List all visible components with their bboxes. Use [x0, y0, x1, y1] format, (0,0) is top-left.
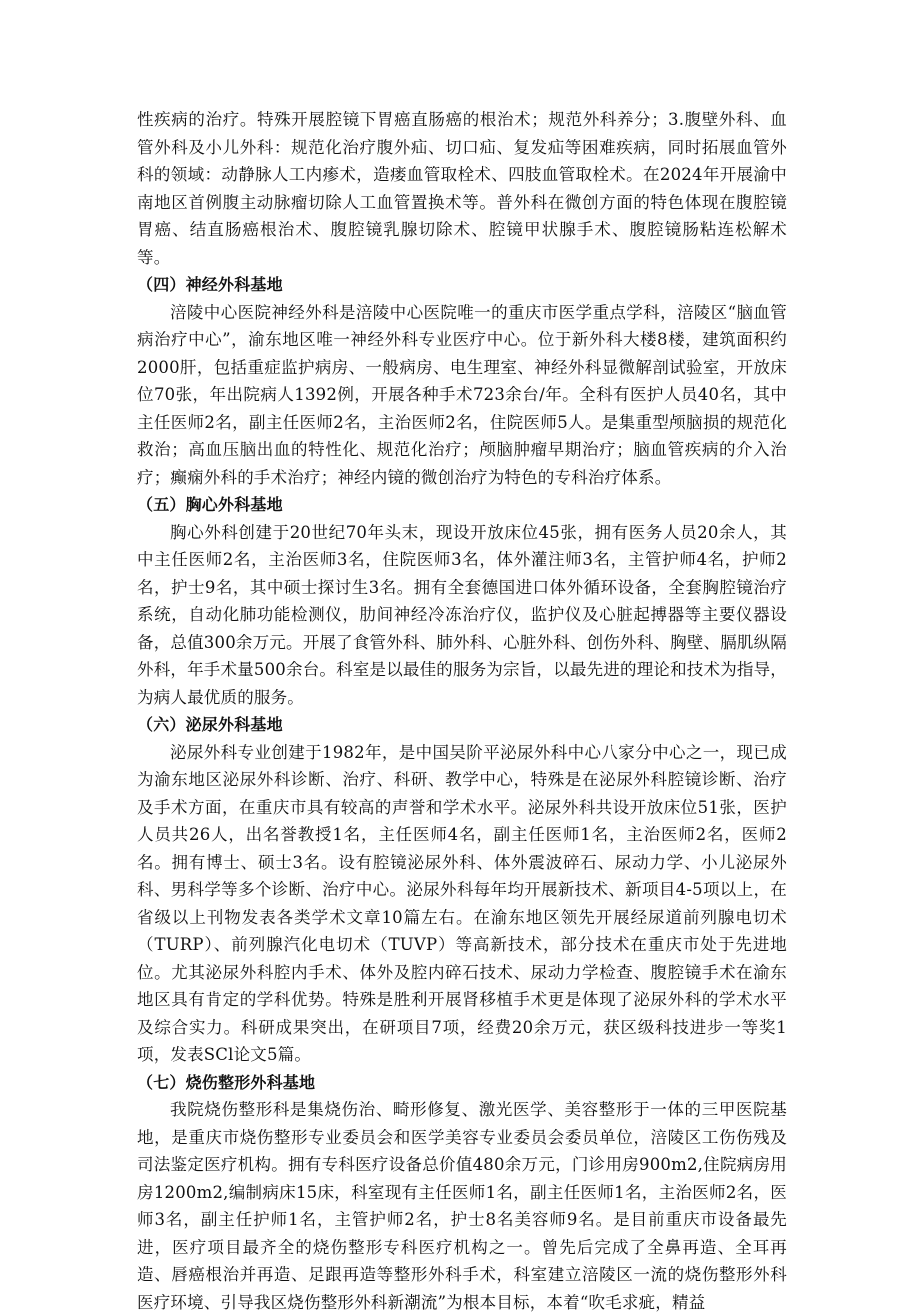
- section-burn-plastic: [137, 1069, 787, 1316]
- section-cardiothoracic: [137, 491, 787, 711]
- section-urology: [137, 711, 787, 1069]
- section-heading: （六）泌尿外科基地: [137, 711, 787, 739]
- section-body: 胸心外科创建于20世纪70年头末，现设开放床位45张，拥有医务人员20余人，其中主任医师2名，主治医师3名，住院医师3名，体外灌注师3名，主管护师4名，护师2名，护士9名，其中硕士探讨生3名。拥有全套德国进口体外循环设备，全套胸腔镜治疗系统，自动化肺功能检测仪，肋间神经冷冻治疗仪，监护仪及心脏起搏器等主要仪器设备，总值300余万元。开展了食管外科、肺外科、心脏外科、创伤外科、胸壁、膈肌纵隔外科，年手术量500余台。科室是以最佳的服务为宗旨，以最先进的理论和技术为指导，为病人最优质的服务。: [137, 519, 787, 712]
- section-heading: （四）神经外科基地: [137, 271, 787, 299]
- document-page: [137, 106, 787, 1316]
- intro-paragraph: 性疾病的治疗。特殊开展腔镜下胃癌直肠癌的根治术；规范外科养分；3.腹壁外科、血管外科及小儿外科：规范化治疗腹外疝、切口疝、复发疝等困难疾病，同时拓展血管外科的领域：动静脉人工内瘆术，造瘘血管取栓术、四肢血管取栓术。在2024年开展渝中南地区首例腹主动脉瘤切除人工血管置换术等。普外科在微创方面的特色体现在腹腔镜胃癌、结直肠癌根治术、腹腔镜乳腺切除术、腔镜甲状腺手术、腹腔镜肠粘连松解术等。: [137, 106, 787, 271]
- section-heading: （七）烧伤整形外科基地: [137, 1069, 787, 1097]
- section-body: 涪陵中心医院神经外科是涪陵中心医院唯一的重庆市医学重点学科，涪陵区“脑血管病治疗中心”，渝东地区唯一神经外科专业医疗中心。位于新外科大楼8楼，建筑面积约2000肝，包括重症监护病房、一般病房、电生理室、神经外科显微解剖试验室，开放床位70张，年出院病人1392例，开展各种手术723余台/年。全科有医护人员40名，其中主任医师2名，副主任医师2名，主治医师2名，住院医师5人。是集重型颅脑损的规范化救治；高血压脑出血的特性化、规范化治疗；颅脑肿瘤早期治疗；脑血管疾病的介入治疗；癫痫外科的手术治疗；神经内镜的微创治疗为特色的专科治疗体系。: [137, 299, 787, 492]
- section-body: 泌尿外科专业创建于1982年，是中国吴阶平泌尿外科中心八家分中心之一，现已成为渝东地区泌尿外科诊断、治疗、科研、教学中心，特殊是在泌尿外科腔镜诊断、治疗及手术方面，在重庆市具有较高的声誉和学术水平。泌尿外科共设开放床位51张，医护人员共26人，出名誉教授1名，主任医师4名，副主任医师1名，主治医师2名，医师2名。拥有博士、硕士3名。设有腔镜泌尿外科、体外震波碎石、尿动力学、小儿泌尿外科、男科学等多个诊断、治疗中心。泌尿外科每年均开展新技术、新项目4-5项以上，在省级以上刊物发表各类学术文章10篇左右。在渝东地区领先开展经尿道前列腺电切术（TURP）、前列腺汽化电切术（TUVP）等高新技术，部分技术在重庆市处于先进地位。尤其泌尿外科腔内手术、体外及腔内碎石技术、尿动力学检查、腹腔镜手术在渝东地区具有肯定的学科优势。特殊是胜利开展肾移植手术更是体现了泌尿外科的学术水平及综合实力。科研成果突出，在研项目7项，经费20余万元，获区级科技进步一等奖1项，发表SCl论文5篇。: [137, 739, 787, 1069]
- section-body: 我院烧伤整形科是集烧伤治、畸形修复、激光医学、美容整形于一体的三甲医院基地，是重庆市烧伤整形专业委员会和医学美容专业委员会委员单位，涪陵区工伤伤残及司法鉴定医疗机构。拥有专科医疗设备总价值480余万元，门诊用房900m2,住院病房用房1200m2,编制病床15床，科室现有主任医师1名，副主任医师1名，主治医师2名，医师3名，副主任护师1名，主管护师2名，护士8名美容师9名。是目前重庆市设备最先进，医疗项目最齐全的烧伤整形专科医疗机构之一。曾先后完成了全鼻再造、全耳再造、唇癌根治并再造、足跟再造等整形外科手术，科室建立涪陵区一流的烧伤整形外科医疗环境、引导我区烧伤整形外科新潮流”为根本目标，本着“吹毛求疵，精益: [137, 1096, 787, 1316]
- section-heading: （五）胸心外科基地: [137, 491, 787, 519]
- section-neurosurgery: [137, 271, 787, 491]
